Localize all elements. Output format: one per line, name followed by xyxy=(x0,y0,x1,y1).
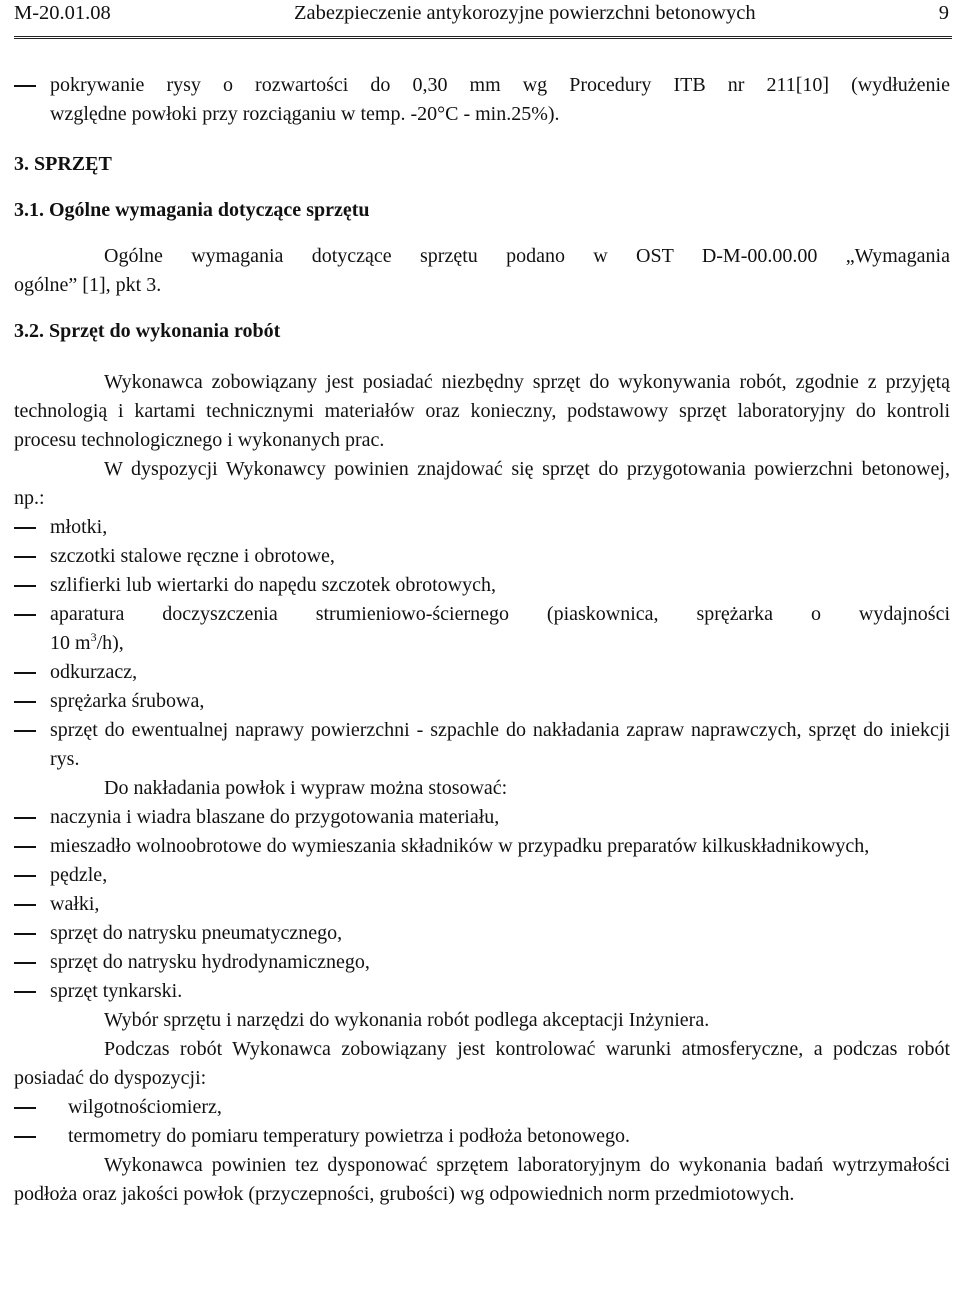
paragraph: Do nakładania powłok i wypraw można stosować: xyxy=(104,777,508,799)
header-rule xyxy=(14,36,952,39)
list-item-text: szlifierki lub wiertarki do napędu szczotek obrotowych, xyxy=(50,574,496,596)
document-code: M-20.01.08 xyxy=(14,2,111,24)
dash-bullet-icon xyxy=(14,817,36,819)
dash-bullet-icon xyxy=(14,701,36,703)
dash-bullet-icon xyxy=(14,730,36,732)
page-number: 9 xyxy=(938,2,949,24)
dash-bullet-icon xyxy=(14,904,36,906)
list-item-text: wałki, xyxy=(50,893,100,915)
dash-bullet-icon xyxy=(14,527,36,529)
list-item-text: pokrywanie rysy o rozwartości do 0,30 mm wg Procedury ITB nr 211[10] (wydłużenie xyxy=(50,74,950,96)
list-item xyxy=(14,1093,950,1122)
dash-bullet-icon xyxy=(14,672,36,674)
dash-bullet-icon xyxy=(14,1136,36,1138)
list-item xyxy=(14,948,950,977)
list-item xyxy=(14,919,950,948)
list-item-text: sprzęt do natrysku pneumatycznego, xyxy=(50,922,343,944)
dash-bullet-icon xyxy=(14,875,36,877)
list-item-text: aparatura doczyszczenia strumieniowo-ściernego (piaskownica, sprężarka o wydajności xyxy=(50,603,950,625)
dash-bullet-icon xyxy=(14,614,36,616)
list-item xyxy=(14,513,950,542)
list-item xyxy=(14,890,950,919)
paragraph: Wybór sprzętu i narzędzi do wykonania robót podlega akceptacji Inżyniera. xyxy=(104,1009,710,1031)
list-item xyxy=(14,1122,950,1151)
dash-bullet-icon xyxy=(14,962,36,964)
document-body xyxy=(14,71,950,1209)
list-item-text: sprzęt do ewentualnej naprawy powierzchni - szpachle do nakładania zapraw naprawczych, sprzęt do iniekcji rys. xyxy=(50,719,950,770)
list-item xyxy=(14,571,950,600)
dash-bullet-icon xyxy=(14,933,36,935)
list-item xyxy=(14,803,950,832)
list-item-text: szczotki stalowe ręczne i obrotowe, xyxy=(50,545,335,567)
list-item-text: młotki, xyxy=(50,516,108,538)
paragraph: Podczas robót Wykonawca zobowiązany jest kontrolować warunki atmosferyczne, a podczas robót posiadać do dyspozycji: xyxy=(14,1038,950,1089)
dash-bullet-icon xyxy=(14,846,36,848)
list-item-text-continued xyxy=(50,629,950,658)
section-heading: 3. SPRZĘT xyxy=(14,153,112,175)
list-item xyxy=(14,861,950,890)
paragraph: Ogólne wymagania dotyczące sprzętu podano w OST D-M-00.00.00 „Wymagania xyxy=(104,245,950,267)
list-item-text: pędzle, xyxy=(50,864,108,886)
dash-bullet-icon xyxy=(14,1107,36,1109)
list-item-text: mieszadło wolnoobrotowe do wymieszania składników w przypadku preparatów kilkuskładnikowych, xyxy=(50,835,870,857)
list-item xyxy=(14,716,950,774)
list-item xyxy=(14,687,950,716)
list-item xyxy=(14,542,950,571)
paragraph: Wykonawca powinien tez dysponować sprzętem laboratoryjnym do wykonania badań wytrzymałości podłoża oraz jakości powłok (przyczepności, grubości) wg odpowiednich norm przedmiotowych. xyxy=(14,1154,950,1205)
dash-bullet-icon xyxy=(14,556,36,558)
list-item-text: odkurzacz, xyxy=(50,661,138,683)
list-item xyxy=(14,832,950,861)
unit-value: 10 m xyxy=(50,632,91,654)
list-item-text: sprężarka śrubowa, xyxy=(50,690,205,712)
unit-suffix: /h), xyxy=(96,632,124,654)
page-header xyxy=(14,0,949,30)
list-item xyxy=(14,71,950,100)
list-item xyxy=(14,600,950,658)
dash-bullet-icon xyxy=(14,85,36,87)
list-item xyxy=(14,977,950,1006)
document-title: Zabezpieczenie antykorozyjne powierzchni betonowych xyxy=(293,2,756,24)
list-item xyxy=(14,658,950,687)
list-item-text: względne powłoki przy rozciąganiu w temp. -20°C - min.25%). xyxy=(50,103,560,125)
list-item-text: termometry do pomiaru temperatury powietrza i podłoża betonowego. xyxy=(68,1125,631,1147)
list-item-text: sprzęt do natrysku hydrodynamicznego, xyxy=(50,951,370,973)
list-item-text: wilgotnościomierz, xyxy=(68,1096,222,1118)
list-item-text: naczynia i wiadra blaszane do przygotowania materiału, xyxy=(50,806,500,828)
list-item-text: sprzęt tynkarski. xyxy=(50,980,183,1002)
subsection-heading-3-1: 3.1. Ogólne wymagania dotyczące sprzętu xyxy=(14,199,370,221)
paragraph: W dyspozycji Wykonawcy powinien znajdować się sprzęt do przygotowania powierzchni betonowej, np.: xyxy=(14,458,950,509)
dash-bullet-icon xyxy=(14,585,36,587)
subsection-heading-3-2: 3.2. Sprzęt do wykonania robót xyxy=(14,320,281,342)
dash-bullet-icon xyxy=(14,991,36,993)
paragraph: Wykonawca zobowiązany jest posiadać niezbędny sprzęt do wykonywania robót, zgodnie z przyjętą technologią i kartami technicznymi materiałów oraz konieczny, podstawowy sprzęt laboratoryjny do kontroli procesu technologicznego i wykonanych prac. xyxy=(14,371,950,451)
paragraph: ogólne” [1], pkt 3. xyxy=(14,274,162,296)
unit-exponent: 3 xyxy=(90,630,97,644)
